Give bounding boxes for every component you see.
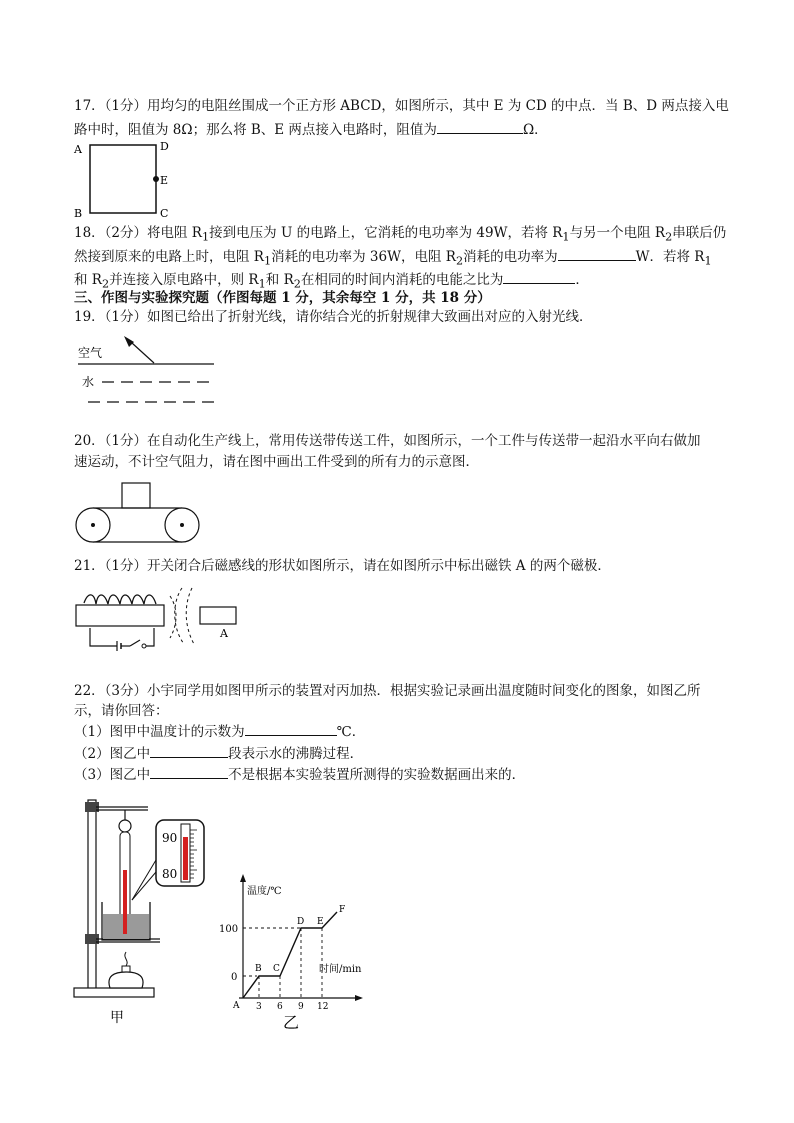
graph-xlabel: 时间/min bbox=[319, 964, 362, 975]
q21-line1: 21．（1分）开关闭合后磁感线的形状如图所示，请在如图所示中标出磁铁 A 的两个磁极． bbox=[74, 558, 611, 574]
thermometer-90-label: 90 bbox=[162, 831, 178, 845]
q17-square-figure bbox=[70, 136, 180, 221]
q21-magnet-label: A bbox=[220, 627, 228, 640]
q19-air-label: 空气 bbox=[78, 346, 103, 360]
q17-label-b: B bbox=[74, 207, 83, 220]
q18-line3: 和 $R_2$并连接入原电路中，则 $R_1$和 $R_2$在相同的时间内消耗的电能之比为 ． bbox=[74, 269, 589, 295]
graph-point-e: E bbox=[317, 917, 324, 927]
graph-xtick-12: 12 bbox=[317, 1002, 329, 1012]
q22-apparatus-figure bbox=[70, 790, 220, 1030]
thermometer-80-label: 80 bbox=[162, 867, 178, 881]
q19-water-label: 水 bbox=[82, 375, 95, 389]
graph-point-b: B bbox=[255, 964, 262, 974]
graph-point-c: C bbox=[273, 964, 280, 974]
q18-answer-blank-2[interactable] bbox=[503, 269, 575, 284]
figure-jia-label: 甲 bbox=[110, 1010, 124, 1026]
q17-line1: 17．（1分）用均匀的电阻丝围成一个正方形 ABCD，如图所示，其中 E 为 CD 的中点．当 B、D 两点接入电 bbox=[74, 98, 729, 114]
q18-answer-blank-1[interactable] bbox=[558, 246, 636, 261]
q22-line2: 示，请你回答： bbox=[74, 703, 169, 719]
graph-point-a: A bbox=[233, 1001, 240, 1011]
q22-answer-blank-3[interactable] bbox=[150, 764, 228, 779]
graph-y100: 100 bbox=[219, 924, 239, 935]
q22-answer-blank-2[interactable] bbox=[150, 743, 228, 758]
q19-refraction-figure bbox=[74, 332, 219, 407]
graph-ylabel: 温度/℃ bbox=[247, 886, 282, 897]
q21-electromagnet-figure bbox=[74, 582, 239, 654]
graph-point-f: F bbox=[339, 905, 346, 915]
q20-conveyor-figure bbox=[74, 480, 204, 546]
q17-label-a: A bbox=[74, 143, 82, 156]
q17-label-d: D bbox=[160, 140, 169, 153]
q18-line1: 18．（2分）将电阻 $R_1$接到电压为 U 的电路上，它消耗的电功率为 49W，若将 $R_1$与另一个电阻 $R_2$串联后仍 bbox=[74, 225, 727, 244]
q20-line1: 20．（1分）在自动化生产线上，常用传送带传送工件，如图所示，一个工件与传送带一起沿水平向右做加 bbox=[74, 433, 701, 449]
q17-line2: 路中时，阻值为 8Ω；那么将 B、E 两点接入电路时，阻值为 Ω． bbox=[74, 119, 548, 140]
q20-line2: 速运动，不计空气阻力，请在图中画出工件受到的所有力的示意图． bbox=[74, 454, 479, 470]
graph-y0: 0 bbox=[231, 972, 238, 983]
graph-xtick-6: 6 bbox=[277, 1002, 283, 1012]
graph-xtick-9: 9 bbox=[298, 1002, 304, 1012]
figure-yi-label: 乙 bbox=[283, 1013, 300, 1032]
q22-line1: 22．（3分）小宇同学用如图甲所示的装置对丙加热．根据实验记录画出温度随时间变化的图象，如图乙所 bbox=[74, 683, 701, 699]
q22-temperature-graph bbox=[219, 870, 365, 1032]
q19-line1: 19．（1分）如图已给出了折射光线，请你结合光的折射规律大致画出对应的入射光线． bbox=[74, 309, 593, 325]
q22-part3: （3）图乙中 不是根据本实验装置所测得的实验数据画出来的． bbox=[74, 764, 525, 785]
graph-point-d: D bbox=[297, 917, 305, 927]
q18-line2: 然接到原来的电路上时，电阻 $R_1$消耗的电功率为 36W，电阻 $R_2$消耗的电功率为 W．若将 $R_1$ bbox=[74, 246, 712, 272]
q22-part2: （2）图乙中 段表示水的沸腾过程． bbox=[74, 743, 363, 764]
q17-label-e: E bbox=[160, 174, 169, 187]
q17-label-c: C bbox=[160, 207, 169, 220]
q17-answer-blank[interactable] bbox=[437, 119, 523, 134]
section-3-title: 三、作图与实验探究题（作图每题 1 分，其余每空 1 分，共 18 分） bbox=[74, 290, 491, 306]
q22-answer-blank-1[interactable] bbox=[245, 721, 337, 736]
graph-xtick-3: 3 bbox=[256, 1002, 262, 1012]
q22-part1: （1）图甲中温度计的示数为 ℃． bbox=[74, 721, 365, 742]
